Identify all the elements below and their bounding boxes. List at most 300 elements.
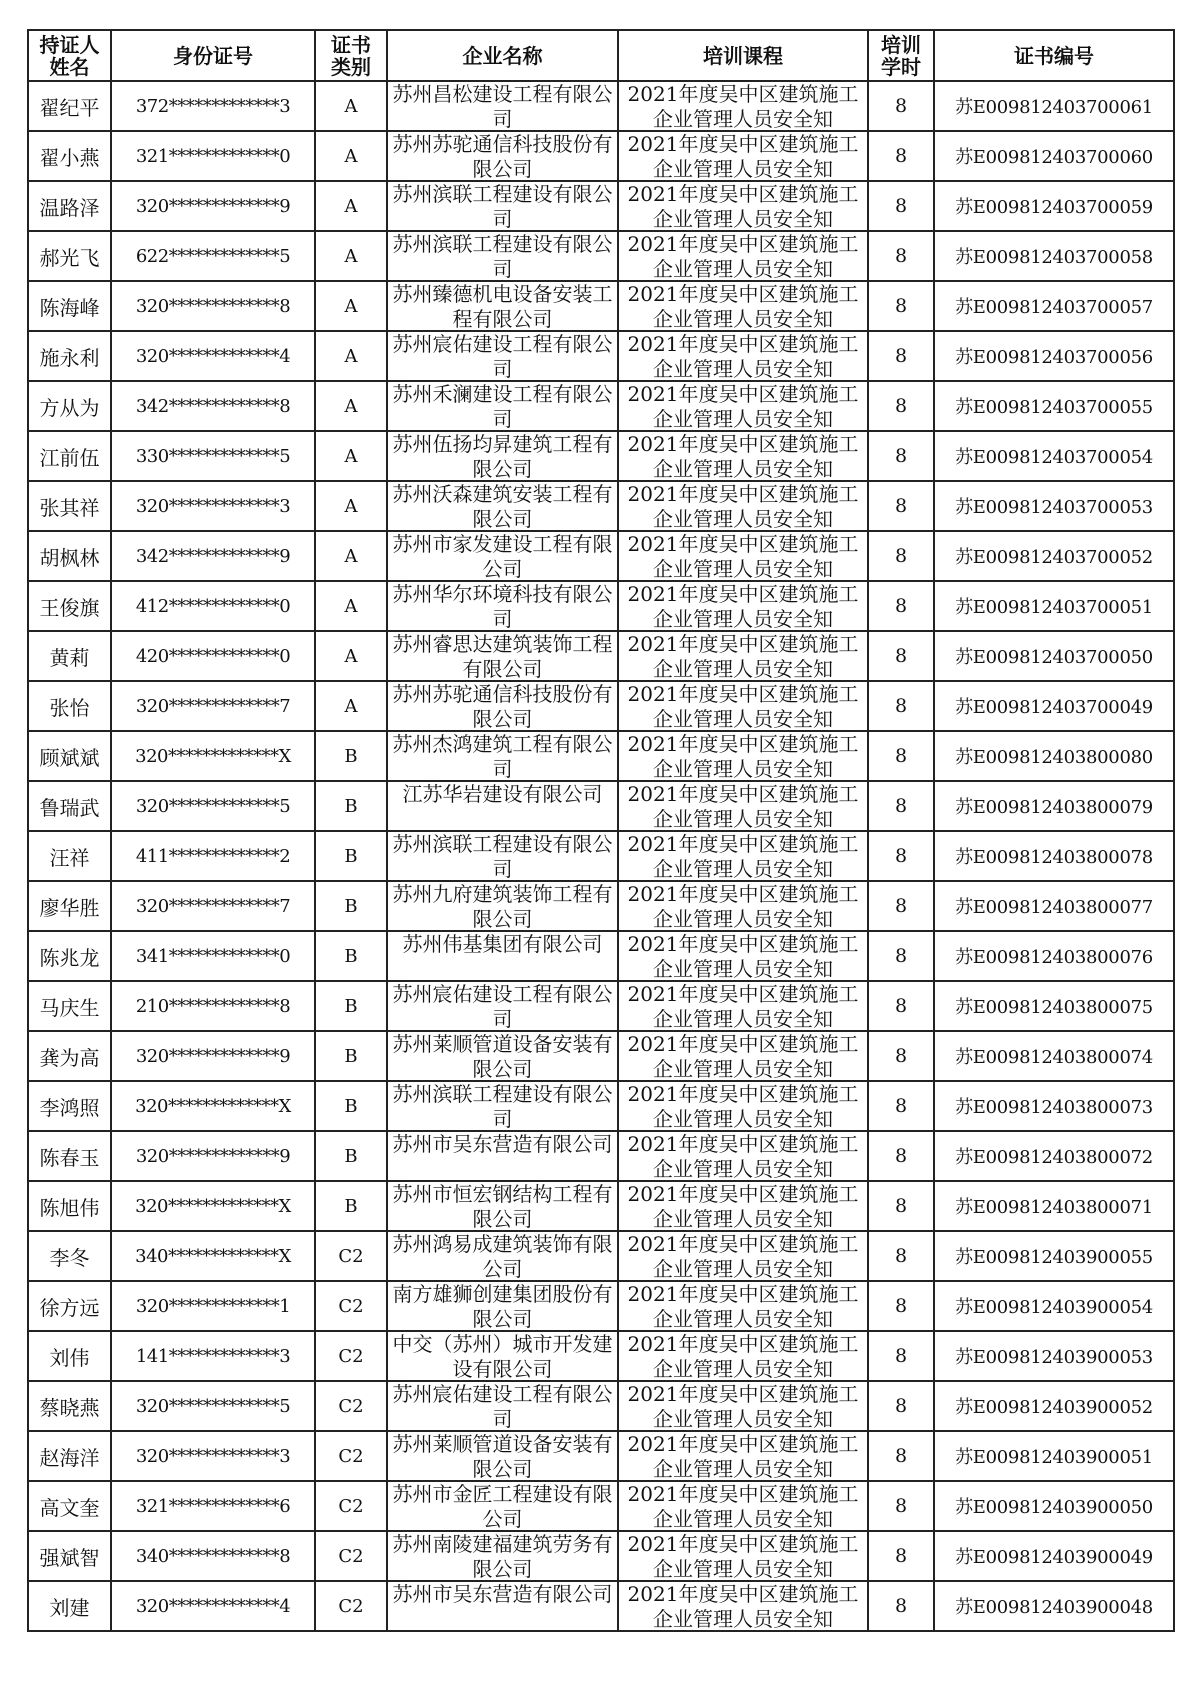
training-course-cell	[618, 181, 868, 231]
training-hours-cell: 8	[868, 581, 934, 631]
cert-number-cell: 苏E009812403700052	[934, 531, 1174, 581]
id-number-cell: 210*************8	[111, 981, 315, 1031]
training-course: 2021年度吴中区建筑施工企业管理人员安全知	[627, 282, 859, 330]
cert-category-cell: B	[315, 981, 387, 1031]
cert-number-cell: 苏E009812403800074	[934, 1031, 1174, 1081]
training-hours-cell: 8	[868, 881, 934, 931]
cert-category-cell: A	[315, 531, 387, 581]
cert-category-cell: A	[315, 381, 387, 431]
id-number-cell: 321*************6	[111, 1481, 315, 1531]
training-hours-cell: 8	[868, 131, 934, 181]
training-hours-cell: 8	[868, 681, 934, 731]
cert-number-cell: 苏E009812403700053	[934, 481, 1174, 531]
training-hours-cell: 8	[868, 331, 934, 381]
cert-number-cell: 苏E009812403700055	[934, 381, 1174, 431]
table-row	[28, 1281, 1174, 1331]
cert-category-cell: C2	[315, 1581, 387, 1631]
id-number-cell: 411*************2	[111, 831, 315, 881]
company-name: 中交（苏州）城市开发建设有限公司	[392, 1332, 613, 1380]
table-row	[28, 681, 1174, 731]
training-hours-cell: 8	[868, 1131, 934, 1181]
training-course: 2021年度吴中区建筑施工企业管理人员安全知	[627, 782, 859, 830]
table-row	[28, 1581, 1174, 1631]
holder-name-cell: 廖华胜	[28, 881, 111, 931]
training-course-cell	[618, 1231, 868, 1281]
training-course: 2021年度吴中区建筑施工企业管理人员安全知	[627, 1432, 859, 1480]
header-hours: 培训 学时	[868, 30, 934, 81]
cert-number-cell: 苏E009812403900050	[934, 1481, 1174, 1531]
cert-category-cell: C2	[315, 1281, 387, 1331]
cert-category-cell: B	[315, 781, 387, 831]
id-number-cell: 622*************5	[111, 231, 315, 281]
table-row	[28, 1481, 1174, 1531]
training-course-cell	[618, 681, 868, 731]
table-row	[28, 1031, 1174, 1081]
table-row	[28, 1081, 1174, 1131]
cert-number-cell: 苏E009812403900052	[934, 1381, 1174, 1431]
company-name: 苏州睿思达建筑装饰工程有限公司	[392, 632, 613, 680]
training-hours-cell: 8	[868, 631, 934, 681]
company-name: 苏州市金匠工程建设有限公司	[392, 1482, 613, 1530]
company-name-cell	[387, 231, 618, 281]
cert-category-cell: C2	[315, 1481, 387, 1531]
company-name-cell	[387, 81, 618, 131]
training-course-cell	[618, 1581, 868, 1631]
company-name-cell	[387, 181, 618, 231]
company-name-cell	[387, 1231, 618, 1281]
holder-name-cell: 施永利	[28, 331, 111, 381]
training-hours-cell: 8	[868, 431, 934, 481]
table-row	[28, 81, 1174, 131]
company-name-cell	[387, 731, 618, 781]
id-number-cell: 320*************9	[111, 1031, 315, 1081]
holder-name-cell: 刘建	[28, 1581, 111, 1631]
cert-category-cell: A	[315, 281, 387, 331]
table-row	[28, 1531, 1174, 1581]
holder-name-cell: 方从为	[28, 381, 111, 431]
id-number-cell: 320*************5	[111, 781, 315, 831]
company-name: 苏州宸佑建设工程有限公司	[392, 1382, 613, 1430]
training-hours-cell: 8	[868, 181, 934, 231]
company-name: 苏州市吴东营造有限公司	[392, 1582, 613, 1606]
cert-category-cell: B	[315, 1031, 387, 1081]
training-hours-cell: 8	[868, 381, 934, 431]
training-course: 2021年度吴中区建筑施工企业管理人员安全知	[627, 1332, 859, 1380]
holder-name-cell: 龚为高	[28, 1031, 111, 1081]
training-hours-cell: 8	[868, 1581, 934, 1631]
company-name-cell	[387, 1581, 618, 1631]
training-course-cell	[618, 1381, 868, 1431]
cert-number-cell: 苏E009812403700061	[934, 81, 1174, 131]
training-course: 2021年度吴中区建筑施工企业管理人员安全知	[627, 932, 859, 980]
company-name: 苏州苏驼通信科技股份有限公司	[392, 132, 613, 180]
training-course: 2021年度吴中区建筑施工企业管理人员安全知	[627, 132, 859, 180]
table-row	[28, 1131, 1174, 1181]
training-hours-cell: 8	[868, 81, 934, 131]
table-row	[28, 1331, 1174, 1381]
company-name-cell	[387, 281, 618, 331]
cert-category-cell: A	[315, 681, 387, 731]
cert-number-cell: 苏E009812403800078	[934, 831, 1174, 881]
company-name-cell	[387, 331, 618, 381]
training-course-cell	[618, 631, 868, 681]
training-course-cell	[618, 81, 868, 131]
cert-number-cell: 苏E009812403800077	[934, 881, 1174, 931]
holder-name-cell: 徐方远	[28, 1281, 111, 1331]
training-course: 2021年度吴中区建筑施工企业管理人员安全知	[627, 232, 859, 280]
header-category: 证书 类别	[315, 30, 387, 81]
holder-name-cell: 强斌智	[28, 1531, 111, 1581]
training-course-cell	[618, 931, 868, 981]
training-course: 2021年度吴中区建筑施工企业管理人员安全知	[627, 1182, 859, 1230]
holder-name-cell: 陈旭伟	[28, 1181, 111, 1231]
training-course: 2021年度吴中区建筑施工企业管理人员安全知	[627, 632, 859, 680]
table-row	[28, 1431, 1174, 1481]
id-number-cell: 141*************3	[111, 1331, 315, 1381]
company-name-cell	[387, 881, 618, 931]
holder-name-cell: 赵海洋	[28, 1431, 111, 1481]
company-name-cell	[387, 981, 618, 1031]
holder-name-cell: 高文奎	[28, 1481, 111, 1531]
training-course: 2021年度吴中区建筑施工企业管理人员安全知	[627, 1532, 859, 1580]
company-name-cell	[387, 1181, 618, 1231]
id-number-cell: 321*************0	[111, 131, 315, 181]
table-row	[28, 781, 1174, 831]
cert-category-cell: C2	[315, 1231, 387, 1281]
table-row	[28, 231, 1174, 281]
training-course-cell	[618, 831, 868, 881]
company-name: 苏州九府建筑装饰工程有限公司	[392, 882, 613, 930]
training-course-cell	[618, 981, 868, 1031]
company-name: 南方雄狮创建集团股份有限公司	[392, 1282, 613, 1330]
training-course: 2021年度吴中区建筑施工企业管理人员安全知	[627, 82, 859, 130]
company-name: 苏州杰鸿建筑工程有限公司	[392, 732, 613, 780]
training-course-cell	[618, 381, 868, 431]
table-row	[28, 531, 1174, 581]
training-course-cell	[618, 1031, 868, 1081]
holder-name-cell: 黄莉	[28, 631, 111, 681]
id-number-cell: 320*************9	[111, 1131, 315, 1181]
company-name-cell	[387, 1281, 618, 1331]
training-course: 2021年度吴中区建筑施工企业管理人员安全知	[627, 482, 859, 530]
company-name: 苏州臻德机电设备安装工程有限公司	[392, 282, 613, 330]
table-body	[28, 81, 1174, 1631]
company-name: 苏州莱顺管道设备安装有限公司	[392, 1432, 613, 1480]
id-number-cell: 340*************X	[111, 1231, 315, 1281]
id-number-cell: 320*************9	[111, 181, 315, 231]
cert-number-cell: 苏E009812403900051	[934, 1431, 1174, 1481]
company-name: 苏州南陵建福建筑劳务有限公司	[392, 1532, 613, 1580]
training-course: 2021年度吴中区建筑施工企业管理人员安全知	[627, 1232, 859, 1280]
cert-number-cell: 苏E009812403900048	[934, 1581, 1174, 1631]
table-row	[28, 1381, 1174, 1431]
holder-name-cell: 王俊旗	[28, 581, 111, 631]
table-row	[28, 631, 1174, 681]
id-number-cell: 341*************0	[111, 931, 315, 981]
header-row	[28, 30, 1174, 81]
cert-category-cell: A	[315, 131, 387, 181]
holder-name-cell: 李冬	[28, 1231, 111, 1281]
training-hours-cell: 8	[868, 1481, 934, 1531]
company-name: 苏州滨联工程建设有限公司	[392, 182, 613, 230]
training-hours-cell: 8	[868, 231, 934, 281]
cert-category-cell: B	[315, 831, 387, 881]
company-name: 苏州沃森建筑安装工程有限公司	[392, 482, 613, 530]
cert-category-cell: B	[315, 881, 387, 931]
holder-name-cell: 汪祥	[28, 831, 111, 881]
cert-number-cell: 苏E009812403800072	[934, 1131, 1174, 1181]
company-name: 苏州滨联工程建设有限公司	[392, 232, 613, 280]
header-cert-no: 证书编号	[934, 30, 1174, 81]
header-id: 身份证号	[111, 30, 315, 81]
cert-category-cell: A	[315, 481, 387, 531]
training-course: 2021年度吴中区建筑施工企业管理人员安全知	[627, 1132, 859, 1180]
company-name: 苏州市吴东营造有限公司	[392, 1132, 613, 1156]
id-number-cell: 372*************3	[111, 81, 315, 131]
company-name-cell	[387, 481, 618, 531]
cert-category-cell: A	[315, 331, 387, 381]
holder-name-cell: 翟小燕	[28, 131, 111, 181]
cert-number-cell: 苏E009812403900054	[934, 1281, 1174, 1331]
table-row	[28, 831, 1174, 881]
cert-number-cell: 苏E009812403700059	[934, 181, 1174, 231]
training-hours-cell: 8	[868, 481, 934, 531]
training-course: 2021年度吴中区建筑施工企业管理人员安全知	[627, 1382, 859, 1430]
training-course-cell	[618, 1181, 868, 1231]
training-hours-cell: 8	[868, 931, 934, 981]
header-course: 培训课程	[618, 30, 868, 81]
id-number-cell: 320*************7	[111, 881, 315, 931]
table-row	[28, 131, 1174, 181]
company-name: 苏州禾澜建设工程有限公司	[392, 382, 613, 430]
training-course-cell	[618, 781, 868, 831]
table-row	[28, 481, 1174, 531]
company-name-cell	[387, 1431, 618, 1481]
company-name: 苏州滨联工程建设有限公司	[392, 1082, 613, 1130]
training-hours-cell: 8	[868, 1081, 934, 1131]
table-row	[28, 431, 1174, 481]
training-hours-cell: 8	[868, 1031, 934, 1081]
training-hours-cell: 8	[868, 831, 934, 881]
company-name: 苏州鸿易成建筑装饰有限公司	[392, 1232, 613, 1280]
training-course: 2021年度吴中区建筑施工企业管理人员安全知	[627, 1482, 859, 1530]
company-name-cell	[387, 681, 618, 731]
holder-name-cell: 陈海峰	[28, 281, 111, 331]
training-hours-cell: 8	[868, 1431, 934, 1481]
id-number-cell: 320*************4	[111, 331, 315, 381]
table-row	[28, 881, 1174, 931]
cert-number-cell: 苏E009812403900055	[934, 1231, 1174, 1281]
table-row	[28, 731, 1174, 781]
cert-number-cell: 苏E009812403800075	[934, 981, 1174, 1031]
cert-category-cell: A	[315, 181, 387, 231]
table-row	[28, 281, 1174, 331]
training-course: 2021年度吴中区建筑施工企业管理人员安全知	[627, 982, 859, 1030]
company-name-cell	[387, 1031, 618, 1081]
company-name: 苏州宸佑建设工程有限公司	[392, 332, 613, 380]
company-name: 苏州昌松建设工程有限公司	[392, 82, 613, 130]
company-name-cell	[387, 1531, 618, 1581]
cert-number-cell: 苏E009812403700057	[934, 281, 1174, 331]
training-hours-cell: 8	[868, 1531, 934, 1581]
cert-category-cell: B	[315, 1131, 387, 1181]
cert-category-cell: A	[315, 631, 387, 681]
company-name-cell	[387, 831, 618, 881]
training-course-cell	[618, 531, 868, 581]
training-course: 2021年度吴中区建筑施工企业管理人员安全知	[627, 732, 859, 780]
table-row	[28, 181, 1174, 231]
holder-name-cell: 马庆生	[28, 981, 111, 1031]
cert-number-cell: 苏E009812403700058	[934, 231, 1174, 281]
training-course: 2021年度吴中区建筑施工企业管理人员安全知	[627, 682, 859, 730]
training-course: 2021年度吴中区建筑施工企业管理人员安全知	[627, 432, 859, 480]
header-company: 企业名称	[387, 30, 618, 81]
training-hours-cell: 8	[868, 731, 934, 781]
cert-number-cell: 苏E009812403700056	[934, 331, 1174, 381]
training-course-cell	[618, 231, 868, 281]
holder-name-cell: 翟纪平	[28, 81, 111, 131]
table-row	[28, 981, 1174, 1031]
company-name: 苏州华尔环境科技有限公司	[392, 582, 613, 630]
cert-number-cell: 苏E009812403800073	[934, 1081, 1174, 1131]
cert-number-cell: 苏E009812403800071	[934, 1181, 1174, 1231]
company-name-cell	[387, 1481, 618, 1531]
cert-category-cell: C2	[315, 1431, 387, 1481]
id-number-cell: 412*************0	[111, 581, 315, 631]
company-name: 苏州伟基集团有限公司	[402, 932, 603, 956]
id-number-cell: 342*************9	[111, 531, 315, 581]
cert-category-cell: B	[315, 1081, 387, 1131]
training-course-cell	[618, 1481, 868, 1531]
company-name: 苏州市恒宏钢结构工程有限公司	[392, 1182, 613, 1230]
company-name: 苏州市家发建设工程有限公司	[392, 532, 613, 580]
training-course-cell	[618, 1331, 868, 1381]
holder-name-cell: 江前伍	[28, 431, 111, 481]
company-name: 苏州莱顺管道设备安装有限公司	[392, 1032, 613, 1080]
holder-name-cell: 李鸿照	[28, 1081, 111, 1131]
training-hours-cell: 8	[868, 281, 934, 331]
table-row	[28, 381, 1174, 431]
holder-name-cell: 张其祥	[28, 481, 111, 531]
holder-name-cell: 刘伟	[28, 1331, 111, 1381]
training-course-cell	[618, 731, 868, 781]
training-course: 2021年度吴中区建筑施工企业管理人员安全知	[627, 1282, 859, 1330]
training-hours-cell: 8	[868, 1331, 934, 1381]
training-course-cell	[618, 481, 868, 531]
cert-category-cell: A	[315, 231, 387, 281]
company-name: 苏州苏驼通信科技股份有限公司	[392, 682, 613, 730]
id-number-cell: 320*************5	[111, 1381, 315, 1431]
cert-category-cell: B	[315, 1181, 387, 1231]
cert-category-cell: C2	[315, 1331, 387, 1381]
training-course: 2021年度吴中区建筑施工企业管理人员安全知	[627, 882, 859, 930]
cert-category-cell: B	[315, 731, 387, 781]
training-course-cell	[618, 1281, 868, 1331]
id-number-cell: 320*************4	[111, 1581, 315, 1631]
training-course: 2021年度吴中区建筑施工企业管理人员安全知	[627, 1032, 859, 1080]
company-name-cell	[387, 581, 618, 631]
training-course-cell	[618, 1081, 868, 1131]
cert-category-cell: C2	[315, 1531, 387, 1581]
id-number-cell: 320*************3	[111, 481, 315, 531]
holder-name-cell: 郝光飞	[28, 231, 111, 281]
id-number-cell: 320*************X	[111, 731, 315, 781]
cert-number-cell: 苏E009812403800080	[934, 731, 1174, 781]
cert-category-cell: C2	[315, 1381, 387, 1431]
training-course-cell	[618, 281, 868, 331]
company-name: 江苏华岩建设有限公司	[402, 782, 603, 806]
company-name-cell	[387, 531, 618, 581]
cert-category-cell: B	[315, 931, 387, 981]
cert-number-cell: 苏E009812403900053	[934, 1331, 1174, 1381]
header-name: 持证人 姓名	[28, 30, 111, 81]
company-name: 苏州伍扬均昇建筑工程有限公司	[392, 432, 613, 480]
id-number-cell: 340*************8	[111, 1531, 315, 1581]
training-course: 2021年度吴中区建筑施工企业管理人员安全知	[627, 832, 859, 880]
company-name-cell	[387, 781, 618, 831]
company-name-cell	[387, 1381, 618, 1431]
training-hours-cell: 8	[868, 1231, 934, 1281]
company-name: 苏州宸佑建设工程有限公司	[392, 982, 613, 1030]
holder-name-cell: 温路泽	[28, 181, 111, 231]
id-number-cell: 342*************8	[111, 381, 315, 431]
cert-category-cell: A	[315, 581, 387, 631]
company-name-cell	[387, 381, 618, 431]
training-course-cell	[618, 131, 868, 181]
company-name-cell	[387, 931, 618, 981]
id-number-cell: 320*************3	[111, 1431, 315, 1481]
table-row	[28, 1181, 1174, 1231]
id-number-cell: 330*************5	[111, 431, 315, 481]
holder-name-cell: 陈春玉	[28, 1131, 111, 1181]
training-course-cell	[618, 1531, 868, 1581]
training-course-cell	[618, 331, 868, 381]
cert-number-cell: 苏E009812403800076	[934, 931, 1174, 981]
training-course-cell	[618, 1131, 868, 1181]
holder-name-cell: 蔡晓燕	[28, 1381, 111, 1431]
cert-number-cell: 苏E009812403700049	[934, 681, 1174, 731]
training-course-cell	[618, 431, 868, 481]
holder-name-cell: 陈兆龙	[28, 931, 111, 981]
cert-category-cell: A	[315, 431, 387, 481]
holder-name-cell: 胡枫林	[28, 531, 111, 581]
table-row	[28, 581, 1174, 631]
cert-number-cell: 苏E009812403800079	[934, 781, 1174, 831]
training-course-cell	[618, 1431, 868, 1481]
training-course: 2021年度吴中区建筑施工企业管理人员安全知	[627, 1582, 859, 1630]
cert-category-cell: A	[315, 81, 387, 131]
cert-number-cell: 苏E009812403700051	[934, 581, 1174, 631]
id-number-cell: 420*************0	[111, 631, 315, 681]
holder-name-cell: 顾斌斌	[28, 731, 111, 781]
company-name-cell	[387, 131, 618, 181]
id-number-cell: 320*************X	[111, 1081, 315, 1131]
company-name-cell	[387, 1131, 618, 1181]
holder-name-cell: 张怡	[28, 681, 111, 731]
training-course: 2021年度吴中区建筑施工企业管理人员安全知	[627, 382, 859, 430]
training-hours-cell: 8	[868, 781, 934, 831]
training-course-cell	[618, 881, 868, 931]
company-name-cell	[387, 631, 618, 681]
id-number-cell: 320*************7	[111, 681, 315, 731]
table-row	[28, 1231, 1174, 1281]
training-course-cell	[618, 581, 868, 631]
training-course: 2021年度吴中区建筑施工企业管理人员安全知	[627, 582, 859, 630]
company-name-cell	[387, 431, 618, 481]
training-hours-cell: 8	[868, 1381, 934, 1431]
table-row	[28, 331, 1174, 381]
id-number-cell: 320*************8	[111, 281, 315, 331]
